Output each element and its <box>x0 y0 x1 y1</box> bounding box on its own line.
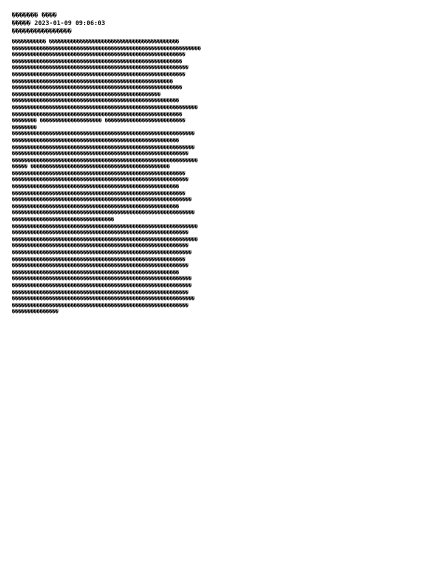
timestamp-line: ����� 2023-01-09 09:06:03 <box>12 20 106 27</box>
body-line: ���������������������������������������������������� <box>12 78 173 85</box>
body-text <box>12 39 436 316</box>
body-line: ������������������������������������������������������������ <box>12 236 198 243</box>
body-line: ��������������������������������������������������������� <box>12 289 189 296</box>
body-line: ������������������������������������������������������������� <box>12 45 201 52</box>
body-line: ����� ��������������������������������������������� <box>12 164 170 171</box>
body-line: ������������������������������������������������������������ <box>12 157 198 164</box>
body-line: ����������������������������������������������������������� <box>12 296 195 303</box>
document-title: ������� ���� <box>12 12 57 19</box>
document-subtitle: ���������������� <box>12 28 72 35</box>
body-line: ������������������������������������������������������ <box>12 98 180 105</box>
body-line: ����������������������������������������������������������� <box>12 131 195 138</box>
body-line: ��������������������������������� <box>12 217 115 224</box>
body-line: ����������������������������������������������������������� <box>12 144 195 151</box>
body-line: ��������������������������������������������������������� <box>12 302 189 309</box>
body-line: ���������������������������������������������������������� <box>12 250 192 256</box>
body-line: ������������������������������������������������������ <box>12 269 180 276</box>
body-line: ������������������������������������������������������������ <box>12 223 198 230</box>
body-line: ������������������������������������������������������ <box>12 137 180 144</box>
body-line: ��������������� <box>12 309 59 316</box>
body-line: ���������������������������������������������������������� <box>12 197 192 204</box>
body-line: ��������������������������������������������������������� <box>12 243 189 250</box>
body-line: �������������������������������������������������������� <box>12 52 186 59</box>
body-line: ������������������������������������������������������� <box>12 111 183 118</box>
body-line: ������������������������������������������������ <box>12 91 161 98</box>
body-line: �������� �������������������� �������������������������� <box>12 118 186 125</box>
body-line: ��������������������������������������������������������� <box>12 151 189 158</box>
body-line: ����������������������������������������������������������� <box>12 210 195 217</box>
body-line: ����������� ������������������������������������������ <box>12 39 180 45</box>
body-line: ��������������������������������������������������������� <box>12 263 189 270</box>
body-line: ��������������������������������������������������������� <box>12 230 189 237</box>
body-line: �������������������������������������������������������� <box>12 170 186 177</box>
body-line: ������������������������������������������������������ <box>12 203 180 210</box>
body-line: ������������������������������������������������������ <box>12 184 180 191</box>
body-line: ��������������������������������������������������������� <box>12 65 189 72</box>
body-line: �������� <box>12 124 37 131</box>
body-line: �������������������������������������������������������� <box>12 256 186 263</box>
body-line: ��������������������������������������������������������� <box>12 177 189 184</box>
body-line: ���������������������������������������������������������� <box>12 282 192 289</box>
body-line: ������������������������������������������������������� <box>12 85 183 92</box>
body-line: ������������������������������������������������������������ <box>12 104 198 111</box>
body-line: ���������������������������������������������������������� <box>12 276 192 283</box>
body-line: ������������������������������������������������������� <box>12 58 183 65</box>
body-line: �������������������������������������������������������� <box>12 190 186 197</box>
body-line: �������������������������������������������������������� <box>12 71 186 78</box>
